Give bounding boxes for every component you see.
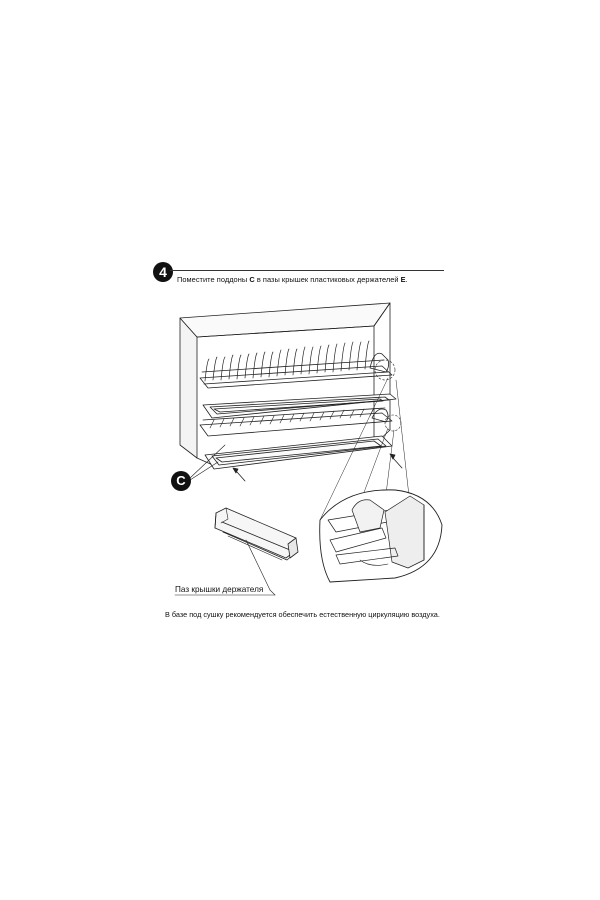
upper-dish-rack [200, 341, 395, 388]
part-c-label: C [249, 275, 255, 284]
instruction-prefix: Поместите поддоны [177, 275, 250, 284]
holder-part [215, 508, 298, 560]
groove-caption: Паз крышки держателя [175, 585, 264, 594]
step-instruction [177, 275, 408, 284]
step-number-badge: 4 [153, 262, 173, 282]
lower-tray [205, 436, 392, 469]
part-e-label: E [400, 275, 406, 284]
ventilation-note: В базе под сушку рекомендуется обеспечить естественную циркуляцию воздуха. [165, 610, 440, 619]
callout-c-badge: C [171, 471, 191, 491]
cabinet-illustration [160, 300, 450, 600]
upper-tray [203, 394, 396, 418]
holder-detail-view [320, 490, 442, 582]
step-divider [170, 270, 444, 271]
instruction-middle: в пазы крышек пластиковых держателей [254, 275, 401, 284]
instruction-suffix: . [405, 275, 408, 284]
